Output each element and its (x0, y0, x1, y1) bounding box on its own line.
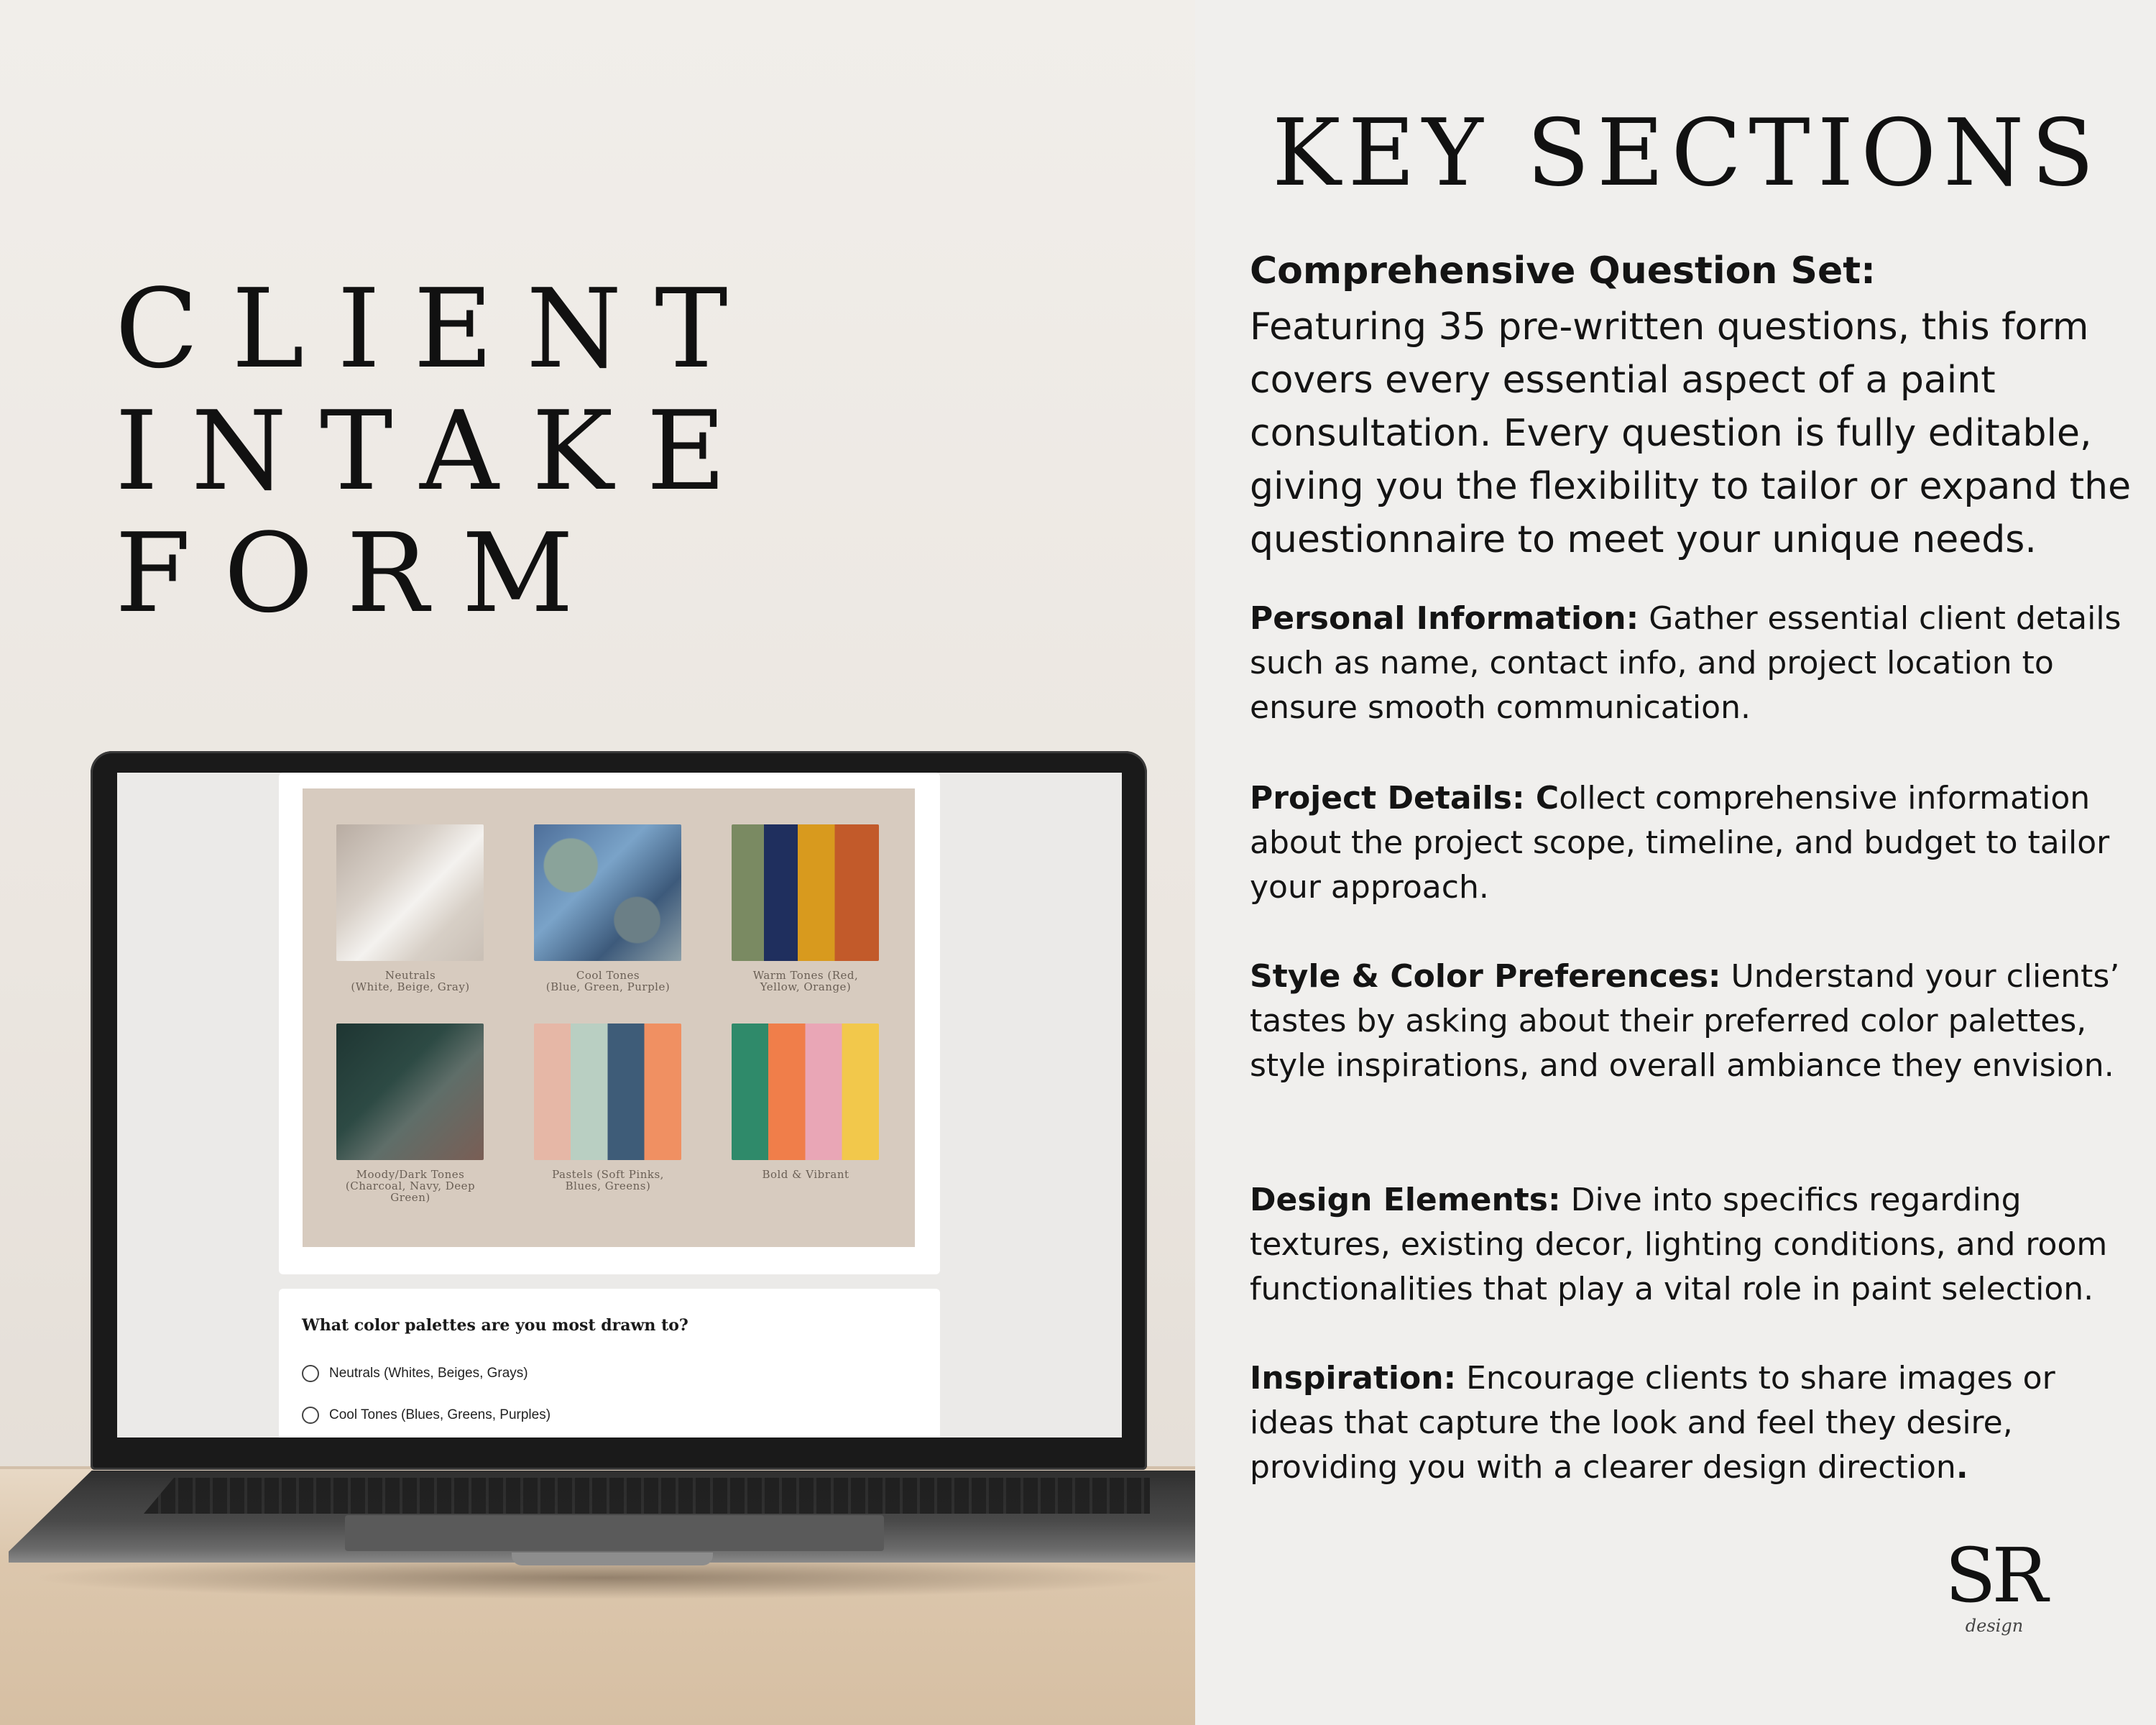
section-heading: Inspiration: (1250, 1360, 1457, 1397)
hero-title-line-2: INTAKE (115, 387, 760, 515)
radio-option-label: Cool Tones (Blues, Greens, Purples) (329, 1407, 551, 1423)
hero-title-line-1: CLIENT (115, 265, 761, 392)
comprehensive-body: Featuring 35 pre-written questions, this form covers every essential aspect of a paint consultation. Every question is fully editable, giving you the flexibility to tailor or expand the questionnaire to meet your unique needs. (1250, 305, 2132, 561)
palette-image-card (279, 773, 940, 1274)
section-project-details (1250, 776, 2127, 910)
palette-image-warm (732, 824, 879, 961)
section-body: ollect comprehensive information about the project scope, timeline, and budget to tailor your approach. (1250, 780, 2110, 906)
section-body: Dive into specifics regarding textures, existing decor, lighting conditions, and room functionalities that play a vital role in paint selection. (1250, 1182, 2108, 1307)
section-body: Encourage clients to share images or ideas that capture the look and feel they desire, providing you with a clearer design direction (1250, 1360, 2055, 1486)
section-body: Understand your clients’ tastes by asking about their preferred color palettes, style inspirations, and overall ambiance they envision. (1250, 958, 2120, 1084)
question-text: What color palettes are you most drawn to? (302, 1316, 688, 1335)
palette-image-cool (534, 824, 681, 961)
section-personal-information (1250, 597, 2127, 730)
question-card (279, 1289, 940, 1438)
radio-option-cool[interactable] (302, 1407, 550, 1424)
radio-button[interactable] (302, 1365, 319, 1382)
laptop-keyboard (144, 1478, 1150, 1514)
logo-mark: SR (1945, 1532, 2044, 1619)
palette-label-neutrals: Neutrals (White, Beige, Gray) (351, 969, 470, 993)
section-body: Gather essential client details such as name, contact info, and project location to ensure smooth communication. (1250, 600, 2122, 726)
palette-moodboard (303, 788, 915, 1247)
section-style-color-preferences (1250, 954, 2127, 1088)
section-design-elements (1250, 1178, 2127, 1312)
hero-title-line-3: FORM (115, 510, 607, 637)
palette-image-moody (336, 1024, 484, 1160)
laptop-trackpad (345, 1515, 884, 1551)
radio-option-label: Neutrals (Whites, Beiges, Grays) (329, 1366, 528, 1381)
radio-button[interactable] (302, 1407, 319, 1424)
palette-label-pastel: Pastels (Soft Pinks, Blues, Greens) (552, 1168, 664, 1192)
palette-image-bold (732, 1024, 879, 1160)
logo-subtext: design (1965, 1616, 2024, 1636)
section-heading: Project Details: C (1250, 780, 1560, 816)
laptop-screen (117, 773, 1122, 1438)
palette-label-moody: Moody/Dark Tones (Charcoal, Navy, Deep Green) (345, 1168, 476, 1204)
brand-logo (1933, 1532, 2055, 1646)
section-heading: Design Elements: (1250, 1182, 1561, 1218)
laptop-hinge-notch (512, 1552, 713, 1565)
key-sections-panel (1195, 0, 2156, 1725)
section-heading: Style & Color Preferences: (1250, 958, 1721, 995)
section-tail: . (1955, 1449, 1968, 1486)
section-inspiration (1250, 1356, 2127, 1490)
radio-option-neutrals[interactable] (302, 1365, 528, 1382)
palette-label-cool: Cool Tones (Blue, Green, Purple) (545, 969, 671, 993)
key-sections-title: KEY SECTIONS (1272, 100, 2101, 207)
palette-image-pastel (534, 1024, 681, 1160)
palette-label-warm: Warm Tones (Red, Yellow, Orange) (752, 969, 859, 993)
section-heading: Personal Information: (1250, 600, 1639, 637)
palette-image-neutrals (336, 824, 484, 961)
palette-label-bold: Bold & Vibrant (762, 1168, 849, 1181)
comprehensive-heading: Comprehensive Question Set: (1250, 249, 1876, 293)
